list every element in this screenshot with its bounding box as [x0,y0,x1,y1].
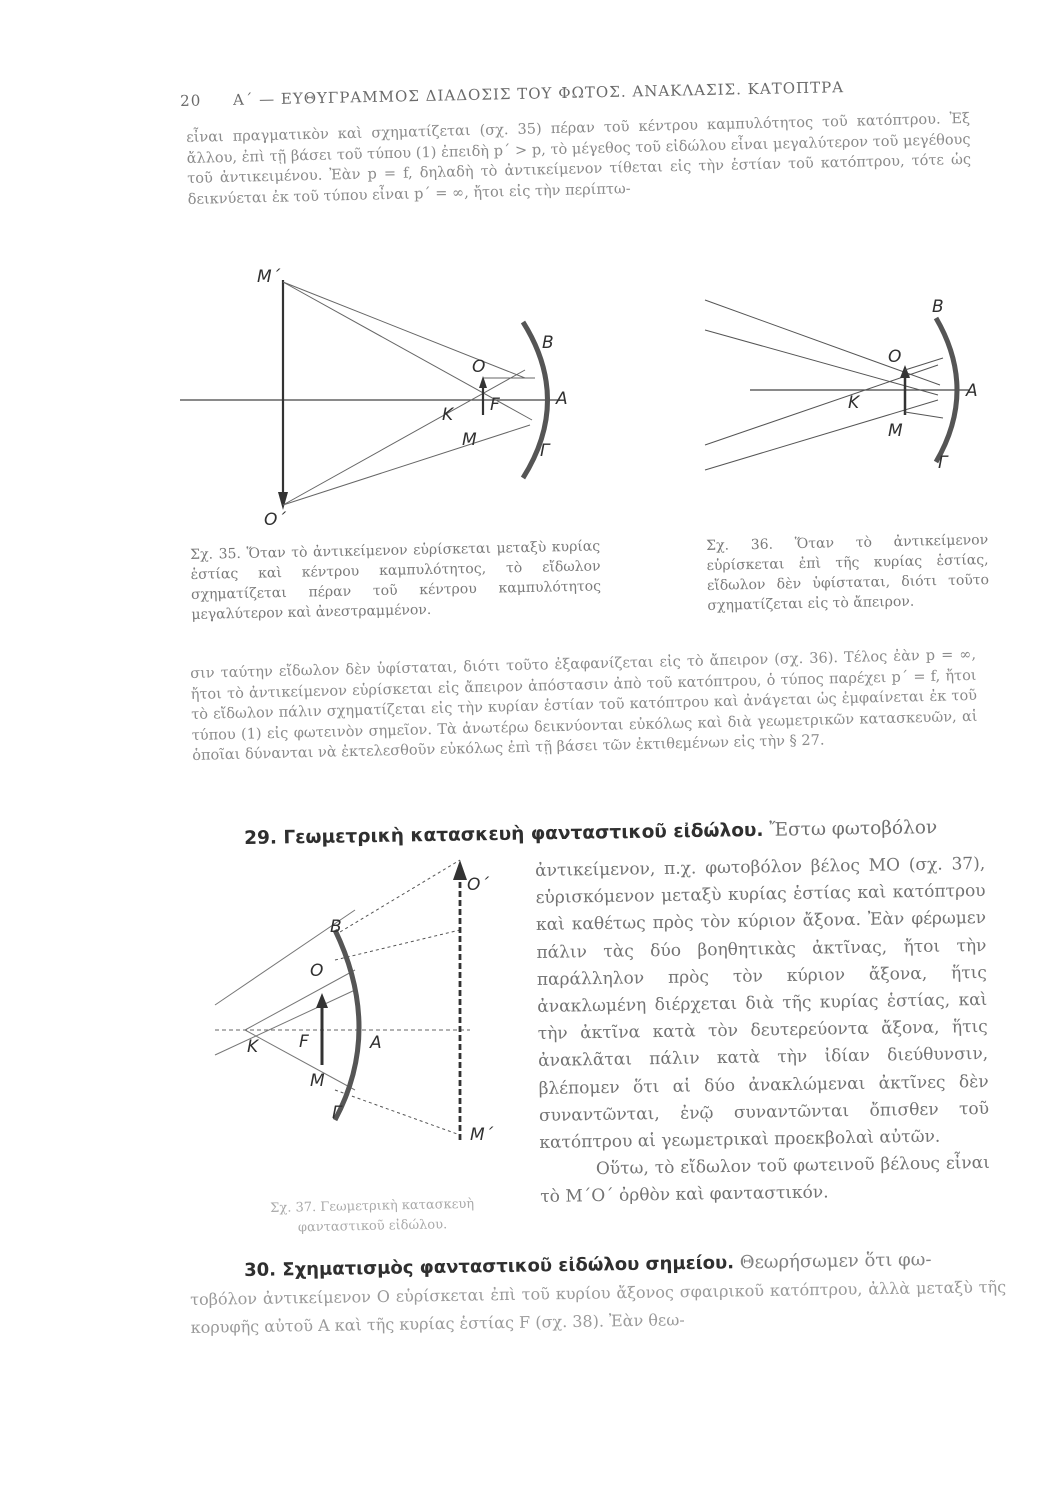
section-29-heading: 29. Γεωμετρικὴ κατασκευὴ φανταστικοῦ εἰδώλου. [244,819,764,849]
fig36-reflected-2 [905,412,943,418]
fig37-concave-mirror [335,930,359,1120]
section-29-heading-continuation: Ἔστω φωτοβόλον [769,817,938,841]
fig37-projection-2 [335,930,460,960]
fig37-ray-2 [215,990,355,1055]
fig37-label-K: Κ [247,1037,259,1057]
figure-37-caption [222,1194,523,1240]
fig37-projection-1 [335,860,460,935]
fig35-label-B: Β [542,333,554,353]
section-29-text: ἀντικείμενον, π.χ. φωτοβόλον βέλος ΜΟ (σχ. 37), εὑρισκόμενον μεταξὺ κυρίας ἑστίας καὶ κατόπτρου καὶ καθέτως πρὸς τὸν κύριον ἄξονα. Ἐὰν φέρωμεν πάλιν τὰς δύο βοηθητικὰς ἀκτῖνας, ἤτοι τὴν παράλληλον πρὸς τὸν κύριον ἄξονα, ἥτις ἀνακλωμένη διέρχεται διὰ τῆς κυρίας ἑστίας, καὶ τὴν ἀκτῖνα κατὰ τὸν δευτερεύοντα ἄξονα, ἥτις ἀνακλᾶται πάλιν κατὰ τὴν ἰδίαν διεύθυνσιν, βλέπομεν ὅτι αἱ δύο ἀνακλώμεναι ἀκτῖνες δὲν συναντῶνται, ἐνῷ συναντῶνται ὄπισθεν τοῦ κατόπτρου αἱ γεωμετρικαὶ προεκβολαὶ αὐτῶν. [535,853,990,1153]
fig35-label-Gamma: Γ [540,441,550,461]
fig37-label-Gamma: Γ [332,1103,342,1123]
running-title: Α΄ — ΕΥΘΥΓΡΑΜΜΟΣ ΔΙΑΔΟΣΙΣ ΤΟΥ ΦΩΤΟΣ. ΑΝΑΚΛΑΣΙΣ. ΚΑΤΟΠΤΡΑ [232,78,845,109]
figure-37 [215,850,525,1150]
intro-paragraph: εἶναι πραγματικὸν καὶ σχηματίζεται (σχ. 35) πέραν τοῦ κέντρου καμπυλότητος τοῦ κατόπτρου. Ἐξ ἄλλου, ἐπὶ τῇ βάσει τοῦ τύπου (1) ἐπειδὴ p΄ > p, τὸ μέγεθος τοῦ εἰδώλου εἶναι μεγαλύτερον τοῦ μεγέθους τοῦ ἀντικειμένου. Ἐὰν p = f, δηλαδὴ τὸ ἀντικείμενον τίθεται εἰς τὴν ἑστίαν τοῦ κατόπτρου, τότε ὡς δεικνύεται ἐκ τοῦ τύπου εἶναι p΄ = ∞, ἤτοι εἰς τὴν περίπτω- [186,110,972,208]
fig35-ray-3 [283,370,525,505]
section-29-conclusion: Οὕτω, τὸ εἴδωλον τοῦ φωτεινοῦ βέλους εἶναι τὸ Μ΄Ο΄ ὀρθὸν καὶ φανταστικόν. [540,1153,991,1208]
fig35-label-A: Α [556,389,568,409]
figure-35-caption: Σχ. 35. Ὅταν τὸ ἀντικείμενον εὑρίσκεται μεταξὺ κυρίας ἑστίας καὶ κέντρου καμπυλότητος, τὸ εἴδωλον σχηματίζεται πέραν τοῦ κέντρου καμπυλότητος μεγαλύτερον καὶ ἀνεστραμμένον. [190,538,602,623]
figure-35 [180,260,610,530]
fig36-ray-4 [705,400,938,470]
fig37-projection-3 [335,1090,460,1135]
figure-37-caption-line-2: φανταστικοῦ εἰδώλου. [297,1217,448,1236]
fig36-ray-2 [705,330,938,395]
fig37-label-M-prime: Μ΄ [470,1125,494,1145]
fig35-ray-1 [283,282,525,378]
continuation-paragraph: σιν ταύτην εἴδωλον δὲν ὑφίσταται, διότι τοῦτο ἐξαφανίζεται εἰς τὸ ἄπειρον (σχ. 36). Τέλος ἐὰν p = ∞, ἤτοι τὸ ἀντικείμενον εὑρίσκεται εἰς ἄπειρον ἀπόστασιν ἀπὸ τοῦ κατόπτρου, ὁ τύπος παρέχει p΄ = f, ἤτοι τὸ εἴδωλον πάλιν σχηματίζεται εἰς τὴν κυρίαν ἑστίαν τοῦ κατόπτρου καὶ ἀνάγεται ὡς ἐμφαίνεται ἐκ τοῦ τύπου (1) εἰς φωτεινὸν σημεῖον. Τὰ ἀνωτέρω δεικνύονται εὐκόλως καὶ διὰ γεωμετρικῶν κατασκευῶν, αἱ ὁποῖαι δύνανται νὰ ἐκτελεσθοῦν εὐκόλως ἐπὶ τῇ βάσει τῶν ἐκτιθεμένων εἰς τὴν § 27. [190,646,978,764]
fig36-label-O: Ο [888,347,902,367]
figure-37-caption-line-1: Σχ. 37. Γεωμετρικὴ κατασκευὴ [270,1196,475,1216]
fig37-object-arrowhead [316,993,328,1008]
fig37-label-F: F [299,1032,309,1052]
fig35-ray-4 [283,425,530,505]
section-30-heading: 30. Σχηματισμὸς φανταστικοῦ εἰδώλου σημείου. [244,1252,735,1281]
fig37-label-O-prime: Ο΄ [467,875,489,895]
fig35-label-O-prime: Ο΄ [264,510,286,530]
fig37-label-A: Α [370,1033,382,1053]
figure-36 [700,290,1000,490]
fig37-ray-3 [245,970,355,1030]
fig37-label-B: Β [330,917,342,937]
fig35-label-M-prime: Μ΄ [257,267,281,287]
section-30-heading-continuation: Θεωρήσωμεν ὅτι φω- [739,1249,932,1274]
fig37-label-O: Ο [310,961,324,981]
section-29-heading-line [244,816,984,849]
fig37-label-M: Μ [310,1071,325,1091]
fig36-reflected-1 [905,358,943,370]
fig35-label-O: Ο [472,357,486,377]
fig35-label-F: F [490,395,500,415]
figure-36-caption: Σχ. 36. Ὅταν τὸ ἀντικείμενον εὑρίσκεται ἐπὶ τῆς κυρίας ἑστίας, εἴδωλον δὲν ὑφίσταται, διότι τοῦτο σχηματίζεται εἰς τὸ ἄπειρον. [706,532,990,614]
section-30-body: τοβόλον ἀντικείμενον Ο εὑρίσκεται ἐπὶ τοῦ κυρίου ἄξονος σφαιρικοῦ κατόπτρου, ἀλλὰ μεταξὺ τῆς κορυφῆς αὐτοῦ Α καὶ τῆς κυρίας ἑστίας F (σχ. 38). Ἐὰν θεω- [190,1277,1007,1337]
fig36-label-K: Κ [848,393,860,413]
fig36-label-Gamma: Γ [938,453,948,473]
fig35-label-K: Κ [442,405,454,425]
fig35-label-M: Μ [462,430,477,450]
page-number: 20 [180,91,202,110]
fig36-label-A: Α [966,381,978,401]
fig36-label-M: Μ [888,421,903,441]
page-header [180,75,980,110]
fig35-image-arrowhead [278,492,288,510]
fig36-label-B: Β [932,297,944,317]
section-29-body [535,851,990,1212]
